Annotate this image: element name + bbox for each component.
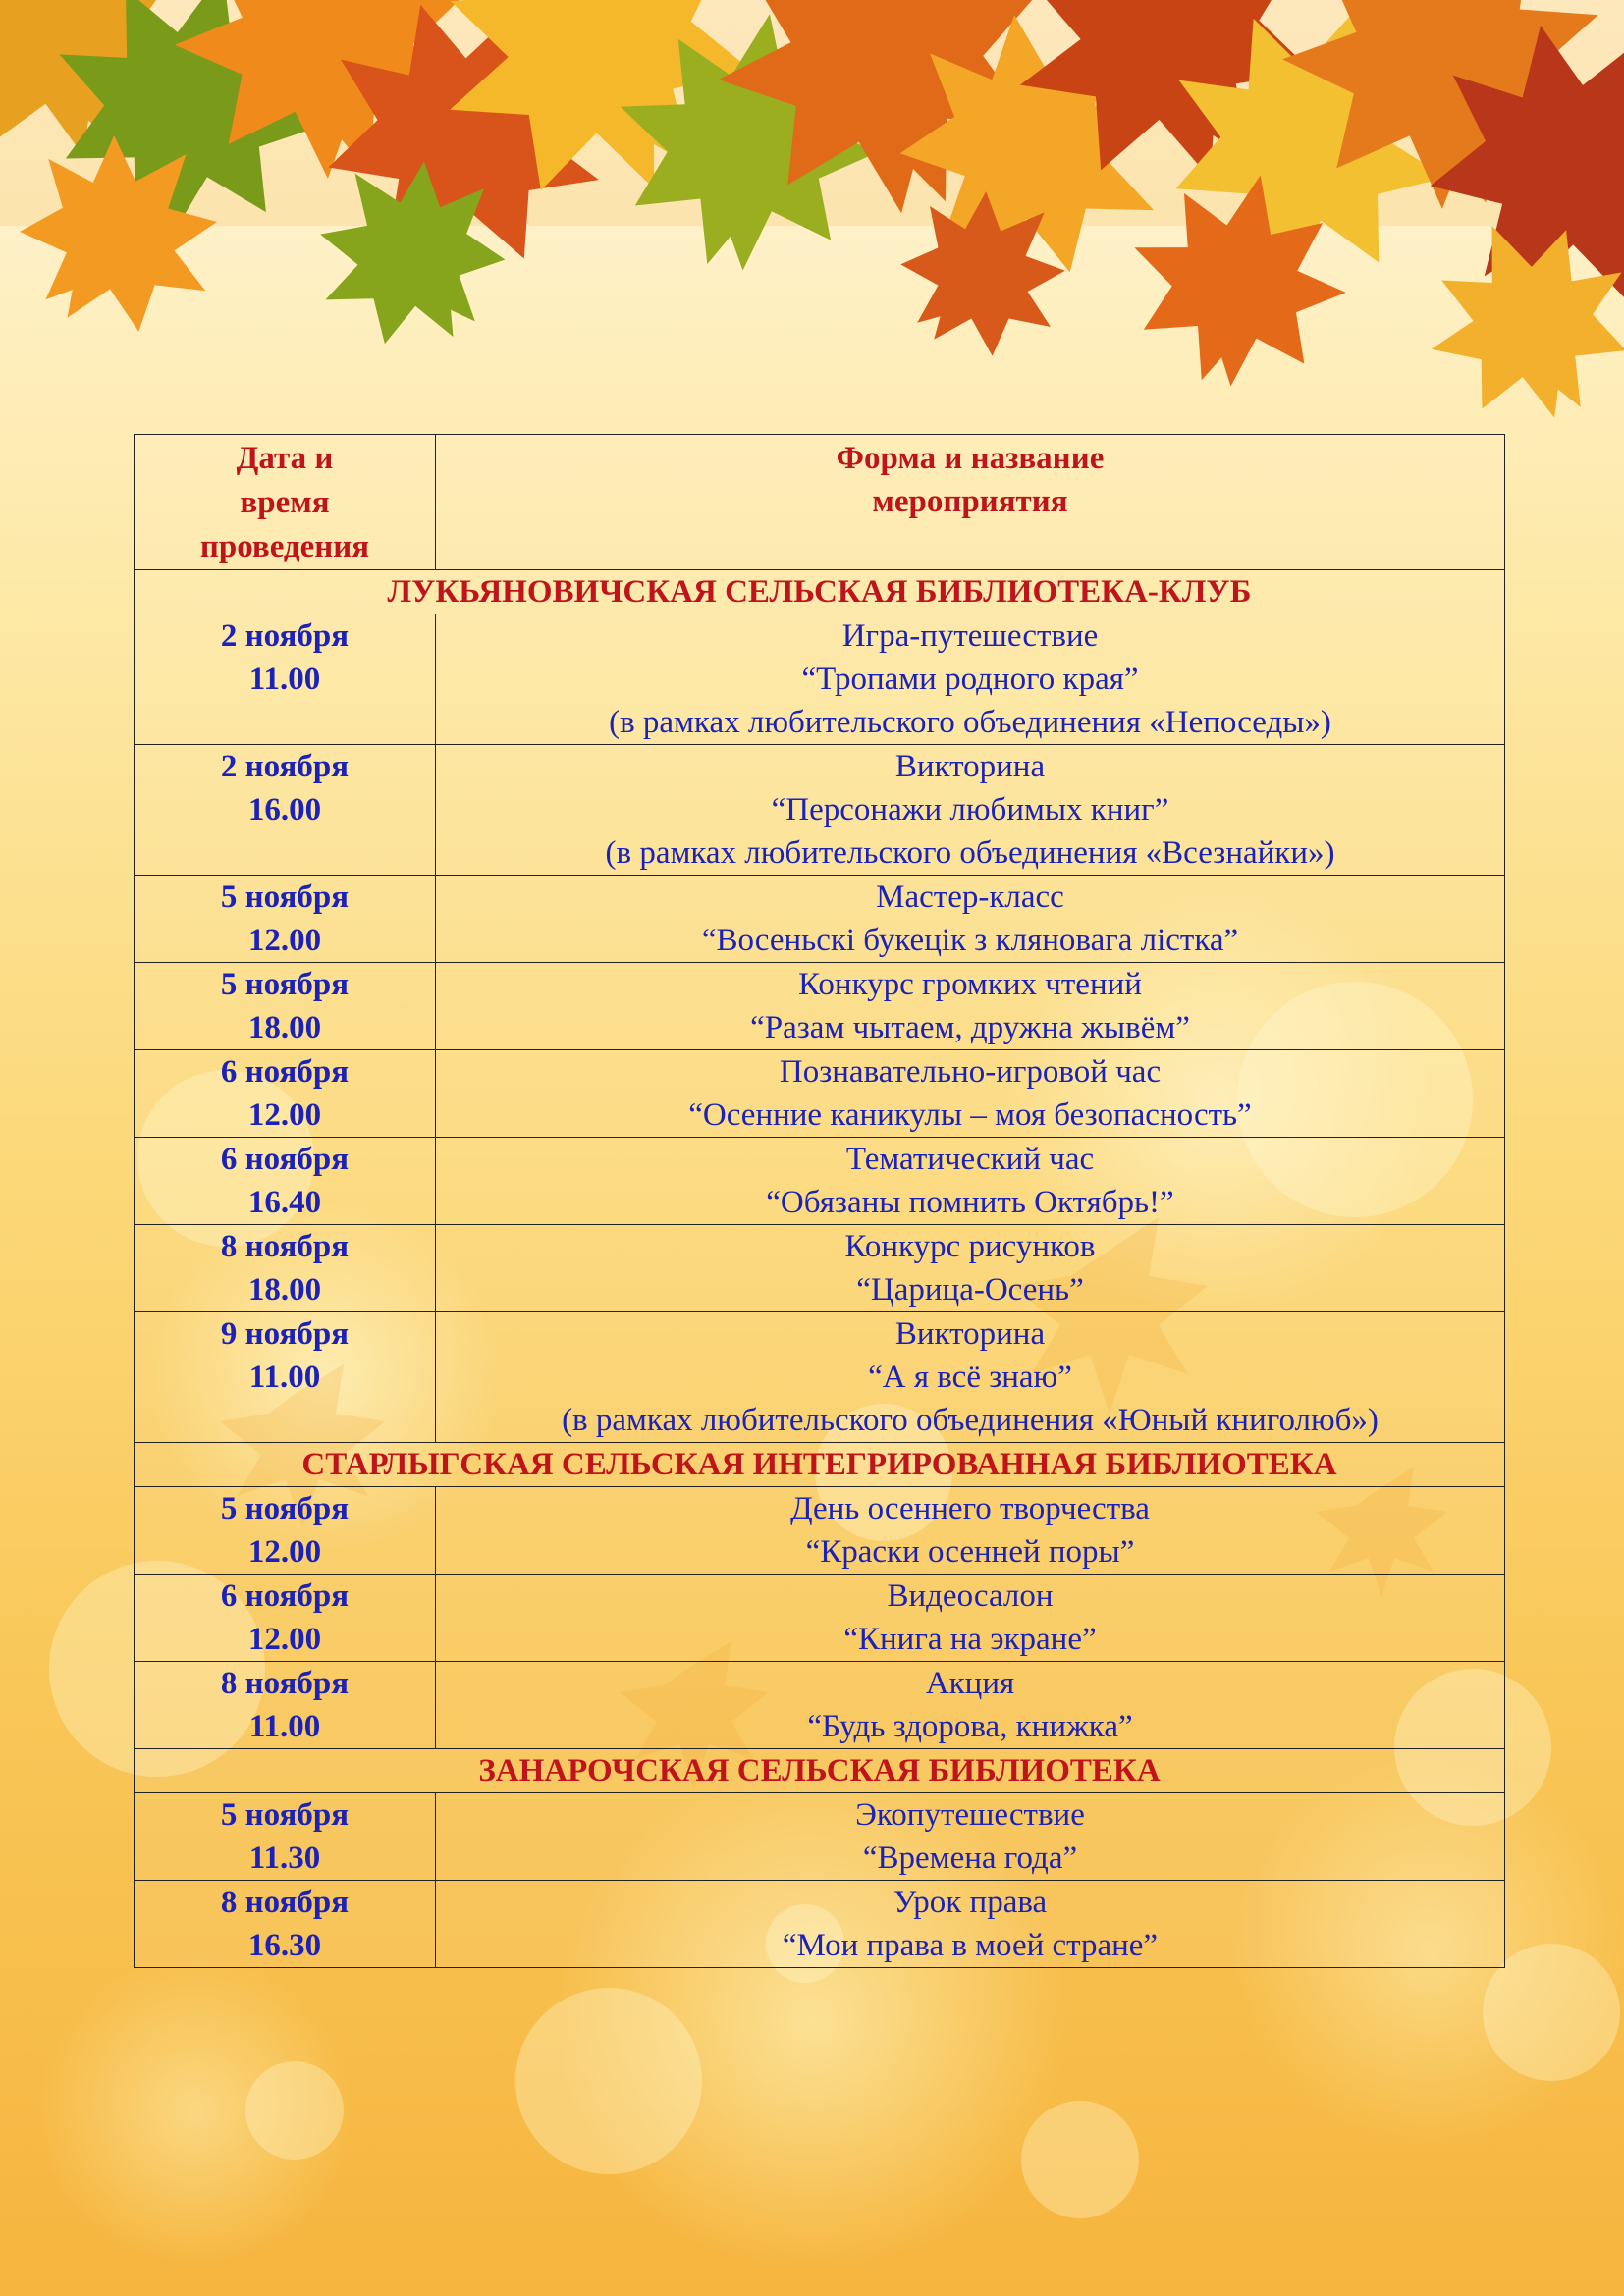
- event-line: “Царица-Осень”: [856, 1272, 1084, 1308]
- event-line: “Тропами родного края”: [801, 662, 1139, 697]
- event-date-cell: [135, 1575, 436, 1662]
- event-time: 11.00: [248, 662, 321, 697]
- event-date-cell: [135, 1662, 436, 1749]
- event-line: Конкурс рисунков: [844, 1229, 1096, 1264]
- event-description-cell: [436, 745, 1505, 876]
- event-line: (в рамках любительского объединения «Непоседы»): [609, 705, 1331, 740]
- section-row: [135, 1749, 1505, 1793]
- events-table: [134, 434, 1505, 1968]
- event-description-cell: [436, 1312, 1505, 1443]
- library-section-title: ЗАНАРОЧСКАЯ СЕЛЬСКАЯ БИБЛИОТЕКА: [135, 1749, 1505, 1793]
- header-event-title: Форма и название мероприятия: [436, 435, 1505, 570]
- event-time: 12.00: [247, 1097, 322, 1133]
- event-date: 6 ноября: [220, 1054, 350, 1090]
- event-description-cell: [436, 1225, 1505, 1312]
- event-date: 9 ноября: [220, 1316, 350, 1352]
- event-line: (в рамках любительского объединения «Юный книголюб»): [562, 1403, 1379, 1438]
- event-line: Игра-путешествие: [841, 618, 1099, 654]
- event-date-cell: [135, 1225, 436, 1312]
- event-line: “Персонажи любимых книг”: [771, 792, 1169, 828]
- event-line: Мастер-класс: [876, 880, 1064, 915]
- event-line: “Времена года”: [862, 1841, 1078, 1876]
- table-row: [135, 1487, 1505, 1575]
- event-description-cell: [436, 1881, 1505, 1968]
- event-date: 5 ноября: [220, 1797, 350, 1833]
- event-description-cell: [436, 1793, 1505, 1881]
- event-date-cell: [135, 1487, 436, 1575]
- event-date: 8 ноября: [220, 1229, 350, 1264]
- event-date-cell: [135, 963, 436, 1050]
- event-date: 2 ноября: [220, 618, 350, 654]
- event-line: Видеосалон: [887, 1578, 1054, 1614]
- event-line: Тематический час: [845, 1142, 1095, 1177]
- table-row: [135, 876, 1505, 963]
- event-line: “Краски осенней поры”: [805, 1534, 1135, 1570]
- event-date: 5 ноября: [220, 967, 350, 1002]
- table-row: [135, 1662, 1505, 1749]
- event-description-cell: [436, 1050, 1505, 1138]
- event-line: “Книга на экране”: [843, 1622, 1097, 1657]
- event-line: Викторина: [894, 1316, 1046, 1352]
- event-date-cell: [135, 876, 436, 963]
- event-line: Викторина: [894, 749, 1046, 784]
- event-time: 11.00: [248, 1709, 321, 1744]
- event-description-cell: [436, 963, 1505, 1050]
- table-row: [135, 963, 1505, 1050]
- section-row: [135, 1443, 1505, 1487]
- event-line: “Восеньскі букецік з кляновага лістка”: [701, 923, 1239, 958]
- event-line: “Обязаны помнить Октябрь!”: [766, 1185, 1174, 1220]
- event-time: 16.00: [247, 792, 322, 828]
- event-time: 12.00: [247, 1622, 322, 1657]
- table-header-row: [135, 435, 1505, 570]
- table-row: [135, 1138, 1505, 1225]
- table-row: [135, 1881, 1505, 1968]
- event-date-cell: [135, 1050, 436, 1138]
- event-time: 18.00: [247, 1010, 322, 1045]
- table-row: [135, 1312, 1505, 1443]
- event-date-cell: [135, 1312, 436, 1443]
- events-schedule: [134, 434, 1504, 1968]
- event-line: “Осенние каникулы – моя безопасность”: [688, 1097, 1252, 1133]
- event-time: 16.30: [247, 1928, 322, 1963]
- event-date: 8 ноября: [220, 1666, 350, 1701]
- event-description-cell: [436, 614, 1505, 745]
- event-line: Конкурс громких чтений: [798, 967, 1142, 1002]
- event-line: “Разам чытаем, дружна жывём”: [750, 1010, 1190, 1045]
- event-line: “Будь здорова, книжка”: [807, 1709, 1133, 1744]
- event-date-cell: [135, 1881, 436, 1968]
- event-date-cell: [135, 1138, 436, 1225]
- event-description-cell: [436, 1138, 1505, 1225]
- event-line: “Мои права в моей стране”: [782, 1928, 1159, 1963]
- table-body: [135, 570, 1505, 1968]
- event-date: 6 ноября: [220, 1142, 350, 1177]
- event-line: Урок права: [893, 1885, 1048, 1920]
- event-line: “А я всё знаю”: [868, 1360, 1072, 1395]
- event-description-cell: [436, 876, 1505, 963]
- event-time: 11.30: [248, 1841, 321, 1876]
- event-date: 8 ноября: [220, 1885, 350, 1920]
- header-date-time: Дата и время проведения: [135, 435, 436, 570]
- event-date: 5 ноября: [220, 880, 350, 915]
- event-time: 11.00: [248, 1360, 321, 1395]
- event-line: Экопутешествие: [855, 1797, 1085, 1833]
- library-section-title: СТАРЛЫГСКАЯ СЕЛЬСКАЯ ИНТЕГРИРОВАННАЯ БИБЛИОТЕКА: [135, 1443, 1505, 1487]
- event-date: 5 ноября: [220, 1491, 350, 1526]
- table-row: [135, 1575, 1505, 1662]
- event-date-cell: [135, 745, 436, 876]
- event-description-cell: [436, 1575, 1505, 1662]
- event-date: 6 ноября: [220, 1578, 350, 1614]
- event-date-cell: [135, 614, 436, 745]
- table-row: [135, 1225, 1505, 1312]
- event-line: Познавательно-игровой час: [779, 1054, 1162, 1090]
- table-row: [135, 1050, 1505, 1138]
- event-description-cell: [436, 1487, 1505, 1575]
- table-row: [135, 1793, 1505, 1881]
- section-row: [135, 570, 1505, 614]
- event-time: 16.40: [247, 1185, 322, 1220]
- event-time: 12.00: [247, 1534, 322, 1570]
- table-row: [135, 614, 1505, 745]
- event-time: 18.00: [247, 1272, 322, 1308]
- event-date-cell: [135, 1793, 436, 1881]
- event-date: 2 ноября: [220, 749, 350, 784]
- library-section-title: ЛУКЬЯНОВИЧСКАЯ СЕЛЬСКАЯ БИБЛИОТЕКА-КЛУБ: [135, 570, 1505, 614]
- event-description-cell: [436, 1662, 1505, 1749]
- table-row: [135, 745, 1505, 876]
- event-time: 12.00: [247, 923, 322, 958]
- event-line: День осеннего творчества: [790, 1491, 1150, 1526]
- event-line: (в рамках любительского объединения «Всезнайки»): [605, 835, 1335, 871]
- event-line: Акция: [925, 1666, 1015, 1701]
